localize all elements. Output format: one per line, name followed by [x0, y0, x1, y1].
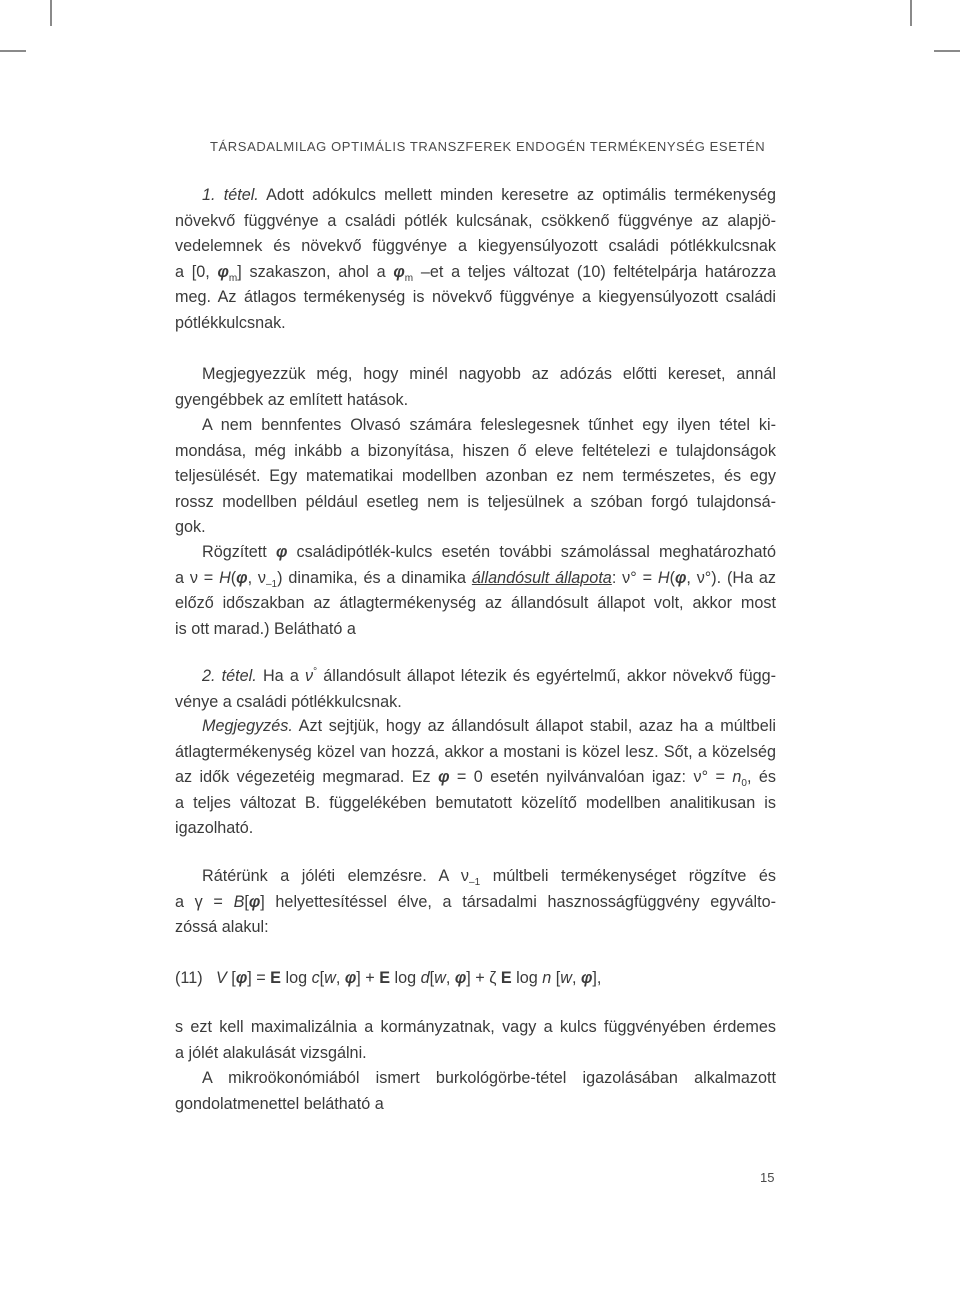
paragraph-remark-effects: Megjegyezzük még, hogy minél nagyobb az adózás előtti kereset, annál gyengébbek az említett hatások.	[175, 365, 776, 409]
running-header: TÁRSADALMILAG OPTIMÁLIS TRANSZFEREK ENDOGÉN TERMÉKENYSÉG ESETÉN	[210, 139, 766, 154]
equation-11	[175, 966, 776, 992]
phi-symbol: φ	[393, 262, 405, 281]
page-number: 15	[760, 1170, 775, 1185]
equation-body: V [φ] = E log c[w, φ] + E log d[w, φ] + ζ E log n [w, φ],	[216, 969, 602, 987]
theorem-1: 1. tétel. Adott adókulcs mellett minden keresetre az optimális termékenység növekvő függvénye a családi pótlék kulcsának, csökkenő függvénye az alapjö- vedelemnek és növekvő függvénye a kiegyensúlyozott családi pótlékkulcsnak a [0, $\varphi_m$] szakaszon, ahol a $\varphi_m$ –et a teljes változat (10) feltételpárja határozza meg. Az átlagos termékenység is növekvő függvénye a kiegyensúlyozott családi pótlékkulcsnak.	[175, 186, 776, 332]
crop-mark-top-left-v	[50, 0, 52, 26]
theorem-2-label: 2. tétel.	[202, 667, 257, 685]
theorem-1-label: 1. tétel.	[202, 186, 259, 204]
phi-symbol: φ	[217, 262, 229, 281]
paragraph-maximize: s ezt kell maximalizálnia a kormányzatnak, vagy a kulcs függvényében érdemes a jólét alakulását vizsgálni.	[175, 1018, 776, 1062]
paragraph-welfare: Rátérünk a jóléti elemzésre. A $\nu_{-1}$ múltbeli termékenységet rögzítve és a γ = B[φ] helyettesítéssel élve, a társadalmi hasznosságfüggvény egyválto- zóssá alakul:	[175, 867, 777, 937]
remark: Megjegyzés. Azt sejtjük, hogy az állandósult állapot stabil, azaz ha a múltbeli átlagtermékenység közel van hozzá, akkor a mostani is közel lesz. Sőt, a közelség az idők végezetéig megmarad. Ez φ = 0 esetén nyilvánvalóan igaz: $\nu^\circ = n_0$, és a teljes változat B. függelékében bemutatott közelítő modellben analitikusan is igazolható.	[175, 717, 777, 838]
equation-number: (11)	[175, 969, 203, 987]
paragraph-reader-note: A nem bennfentes Olvasó számára feleslegesnek tűnhet egy ilyen tétel ki- mondása, még inkább a bizonyítása, hiszen ő eleve feltételezi e tulajdonságok teljesülését. Egy matematikai modellben azonban ez nem természetes, és egy rossz modellben például esetleg nem is teljesülnek a szóban forgó tulajdonsá- gok.	[175, 416, 776, 537]
remark-label: Megjegyzés.	[202, 717, 293, 735]
crop-mark-top-right-v	[910, 0, 912, 26]
theorem-2: 2. tétel. Ha a ν° állandósult állapot létezik és egyértelmű, akkor növekvő függ- vénye a családi pótlékkulcsnak.	[175, 666, 776, 711]
crop-mark-top-right-h	[934, 50, 960, 52]
crop-mark-top-left-h	[0, 50, 26, 52]
paragraph-envelope: A mikroökonómiából ismert burkológörbe-tétel igazolásában alkalmazott gondolatmenettel belátható a	[175, 1069, 776, 1113]
paragraph-dynamics: Rögzített φ családipótlék-kulcs esetén további számolással meghatározható a ν = H(φ, $\nu_{-1}$) dinamika, és a dinamika állandósult állapota: ν° = H(φ, ν°). (Ha az előző időszakban az átlagtermékenység az állandósult állapot volt, akkor most is ott marad.) Belátható a	[175, 543, 777, 638]
